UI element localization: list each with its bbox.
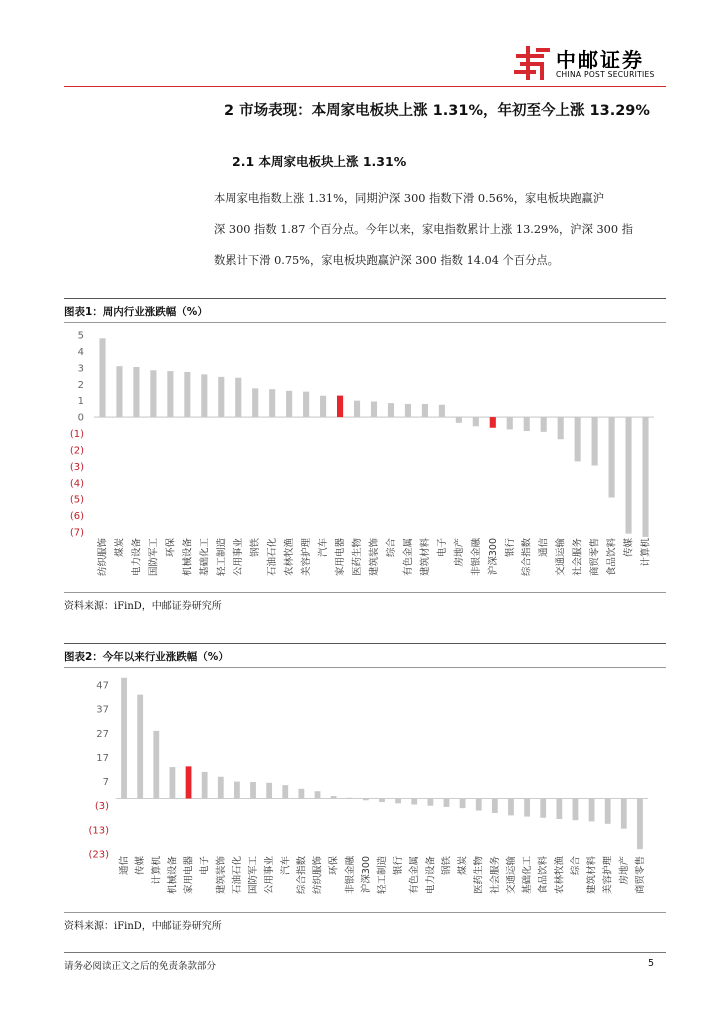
y-tick-label: (3) — [69, 461, 84, 473]
logo-chinese-name: 中邮证券 — [556, 48, 644, 72]
x-tick-label: 医药生物 — [473, 856, 485, 895]
x-tick-label: 银行 — [504, 538, 516, 558]
y-tick-label: (4) — [69, 478, 84, 490]
bar-电子 — [439, 405, 445, 417]
x-tick-label: 农林牧渔 — [554, 856, 566, 895]
y-tick-label: 37 — [96, 704, 109, 716]
bar-美容护理 — [605, 798, 611, 823]
bar-建筑材料 — [422, 404, 428, 417]
x-tick-label: 电子 — [436, 538, 448, 558]
footer-divider — [64, 952, 666, 953]
bar-食品饮料 — [609, 417, 615, 497]
figure2-bottom-rule — [64, 912, 666, 913]
bar-轻工制造 — [379, 798, 385, 802]
x-tick-label: 轻工制造 — [216, 538, 228, 577]
bar-交通运输 — [508, 798, 514, 815]
bar-商贸零售 — [637, 798, 643, 849]
x-tick-label: 基础化工 — [522, 856, 534, 895]
x-tick-label: 纺织服饰 — [97, 538, 109, 577]
x-tick-label: 国防军工 — [248, 856, 260, 895]
x-tick-label: 通信 — [119, 856, 131, 876]
x-tick-label: 电子 — [199, 856, 211, 876]
x-tick-label: 轻工制造 — [377, 856, 388, 895]
x-tick-label: 钢铁 — [441, 856, 453, 876]
bar-银行 — [395, 798, 401, 803]
x-tick-label: 建筑材料 — [586, 856, 598, 895]
figure1-title-rule — [64, 322, 666, 323]
bar-房地产 — [621, 798, 627, 828]
bar-通信 — [121, 678, 127, 799]
x-tick-label: 交通运输 — [505, 856, 517, 895]
figure2-title: 图表2：今年以来行业涨跌幅（%） — [64, 651, 229, 663]
bar-综合 — [388, 403, 394, 417]
y-tick-label: 1 — [77, 396, 84, 408]
x-tick-label: 社会服务 — [489, 856, 501, 895]
x-tick-label: 环保 — [165, 538, 177, 558]
page-number: 5 — [648, 958, 655, 969]
bar-环保 — [167, 371, 173, 417]
paragraph-line: 深 300 指数 1.87 个百分点。今年以来，家电指数累计上涨 13.29%，沪深 300 指 — [214, 223, 633, 236]
bar-沪深300 — [363, 798, 369, 800]
x-tick-label: 综合指数 — [296, 856, 308, 895]
bar-环保 — [331, 796, 337, 798]
x-tick-label: 综合 — [385, 538, 397, 558]
bar-通信 — [541, 417, 547, 432]
x-tick-label: 石油石化 — [267, 538, 279, 577]
y-tick-label: (7) — [69, 527, 84, 539]
x-tick-label: 非银金融 — [344, 856, 356, 895]
bar-沪深300 — [490, 417, 496, 428]
bar-纺织服饰 — [99, 338, 105, 417]
bar-石油石化 — [269, 389, 275, 417]
x-tick-label: 商贸零售 — [589, 538, 601, 577]
x-tick-label: 食品饮料 — [538, 856, 550, 895]
paragraph-line: 数累计下滑 0.75%，家电板块跑赢沪深 300 指数 14.04 个百分点。 — [214, 254, 559, 267]
x-tick-label: 纺织服饰 — [312, 856, 324, 895]
bar-石油石化 — [234, 782, 240, 799]
x-tick-label: 家用电器 — [183, 856, 195, 895]
y-tick-label: 27 — [96, 728, 109, 740]
bar-医药生物 — [476, 798, 482, 810]
x-tick-label: 通信 — [538, 538, 550, 558]
bar-汽车 — [320, 396, 326, 417]
y-tick-label: (6) — [69, 511, 84, 523]
bar-非银金融 — [347, 798, 353, 799]
y-tick-label: (2) — [69, 445, 84, 457]
y-tick-label: 7 — [102, 777, 109, 789]
x-tick-label: 商贸零售 — [634, 856, 646, 895]
x-tick-label: 医药生物 — [352, 538, 364, 577]
bar-非银金融 — [473, 417, 479, 426]
x-tick-label: 石油石化 — [231, 856, 243, 895]
bar-房地产 — [456, 417, 462, 423]
y-tick-label: 4 — [77, 346, 84, 358]
x-tick-label: 非银金融 — [470, 538, 482, 577]
section-title: 2 市场表现：本周家电板块上涨 1.31%，年初至今上涨 13.29% — [224, 103, 650, 119]
bar-医药生物 — [354, 401, 360, 417]
x-tick-label: 煤炭 — [114, 538, 126, 558]
bar-电力设备 — [427, 798, 433, 805]
y-tick-label: 0 — [77, 412, 84, 424]
x-tick-label: 沪深300 — [487, 538, 499, 576]
x-tick-label: 国防军工 — [148, 538, 160, 577]
subsection-title: 2.1 本周家电板块上涨 1.31% — [232, 154, 407, 169]
x-tick-label: 房地产 — [618, 856, 630, 885]
x-tick-label: 综合指数 — [521, 538, 533, 577]
x-tick-label: 沪深300 — [360, 856, 372, 894]
bar-有色金属 — [411, 798, 417, 804]
bar-农林牧渔 — [286, 391, 292, 417]
y-tick-label: (3) — [94, 801, 109, 813]
bar-有色金属 — [405, 404, 411, 417]
bar-建筑装饰 — [218, 777, 224, 799]
y-tick-label: 2 — [77, 379, 84, 391]
bar-轻工制造 — [218, 377, 224, 417]
bar-食品饮料 — [540, 798, 546, 817]
x-tick-label: 美容护理 — [301, 538, 313, 577]
x-tick-label: 公用事业 — [233, 538, 245, 577]
x-tick-label: 传媒 — [135, 856, 147, 876]
y-tick-label: (23) — [88, 849, 109, 861]
bar-社会服务 — [575, 417, 581, 461]
x-tick-label: 计算机 — [151, 856, 163, 885]
bar-农林牧渔 — [556, 798, 562, 819]
bar-电力设备 — [133, 367, 139, 417]
figure2-top-rule — [64, 643, 666, 644]
x-tick-label: 机械设备 — [182, 538, 194, 577]
bar-计算机 — [642, 417, 648, 537]
bar-公用事业 — [266, 783, 272, 799]
x-tick-label: 房地产 — [453, 538, 465, 567]
y-tick-label: (13) — [88, 825, 109, 837]
x-tick-label: 汽车 — [318, 538, 330, 558]
bar-机械设备 — [184, 372, 190, 417]
figure2-source: 资料来源：iFinD，中邮证券研究所 — [64, 921, 222, 932]
x-tick-label: 农林牧渔 — [284, 538, 296, 577]
body-paragraph — [214, 183, 666, 276]
y-tick-label: 3 — [77, 363, 84, 375]
bar-计算机 — [153, 731, 159, 799]
bar-基础化工 — [524, 798, 530, 816]
y-tick-label: (5) — [69, 494, 84, 506]
x-tick-label: 银行 — [393, 856, 405, 876]
bar-综合指数 — [524, 417, 530, 431]
figure2-chart — [64, 670, 666, 910]
paragraph-line: 本周家电指数上涨 1.31%，同期沪深 300 指数下滑 0.56%，家电板块跑赢沪 — [214, 192, 605, 205]
y-tick-label: 47 — [96, 680, 109, 692]
x-tick-label: 综合 — [570, 856, 582, 876]
bar-煤炭 — [116, 366, 122, 417]
bar-综合指数 — [298, 789, 304, 799]
bar-社会服务 — [492, 798, 498, 812]
x-tick-label: 有色金属 — [402, 538, 414, 577]
figure1-title: 图表1：周内行业涨跌幅（%） — [64, 306, 208, 318]
x-tick-label: 美容护理 — [602, 856, 614, 895]
x-tick-label: 建筑装饰 — [215, 856, 227, 895]
bar-钢铁 — [444, 798, 450, 806]
x-tick-label: 家用电器 — [335, 538, 347, 577]
y-tick-label: 5 — [77, 330, 84, 342]
x-tick-label: 交通运输 — [555, 538, 567, 577]
bar-美容护理 — [303, 392, 309, 417]
x-tick-label: 公用事业 — [264, 856, 276, 895]
x-tick-label: 汽车 — [280, 856, 292, 876]
bar-国防军工 — [250, 782, 256, 798]
bar-传媒 — [625, 417, 631, 534]
bar-公用事业 — [235, 378, 241, 417]
y-tick-label: 17 — [96, 752, 109, 764]
bar-交通运输 — [558, 417, 564, 439]
x-tick-label: 有色金属 — [409, 856, 421, 895]
bar-国防军工 — [150, 370, 156, 417]
bar-家用电器 — [337, 396, 343, 418]
figure1-source: 资料来源：iFinD，中邮证券研究所 — [64, 601, 222, 612]
bar-汽车 — [282, 785, 288, 798]
x-tick-label: 煤炭 — [457, 856, 469, 876]
x-tick-label: 电力设备 — [425, 856, 437, 895]
y-tick-label: (1) — [69, 429, 84, 440]
figure1-chart — [64, 326, 666, 590]
x-tick-label: 环保 — [328, 856, 340, 876]
bar-电子 — [202, 772, 208, 799]
bar-银行 — [507, 417, 513, 429]
bar-建筑材料 — [589, 798, 595, 821]
figure1-top-rule — [64, 298, 666, 299]
x-tick-label: 钢铁 — [250, 538, 262, 558]
footer-disclaimer: 请务必阅读正文之后的免责条款部分 — [64, 961, 217, 972]
bar-家用电器 — [186, 766, 192, 798]
header-divider — [64, 86, 666, 87]
logo-english-name: CHINA POST SECURITIES — [556, 70, 655, 79]
x-tick-label: 计算机 — [640, 538, 652, 567]
bar-传媒 — [137, 695, 143, 799]
figure2-title-rule — [64, 667, 666, 668]
bar-建筑装饰 — [371, 401, 377, 417]
x-tick-label: 食品饮料 — [606, 538, 618, 577]
figure1-bottom-rule — [64, 592, 666, 593]
bar-煤炭 — [460, 798, 466, 808]
x-tick-label: 传媒 — [623, 538, 635, 558]
bar-商贸零售 — [592, 417, 598, 465]
bar-基础化工 — [201, 374, 207, 417]
bar-综合 — [573, 798, 579, 820]
x-tick-label: 机械设备 — [167, 856, 179, 895]
x-tick-label: 建筑材料 — [419, 538, 431, 577]
bar-纺织服饰 — [315, 791, 321, 798]
bar-机械设备 — [170, 767, 176, 798]
x-tick-label: 电力设备 — [131, 538, 143, 577]
x-tick-label: 社会服务 — [572, 538, 584, 577]
x-tick-label: 建筑装饰 — [369, 538, 380, 577]
x-tick-label: 基础化工 — [199, 538, 211, 577]
bar-钢铁 — [252, 388, 258, 417]
